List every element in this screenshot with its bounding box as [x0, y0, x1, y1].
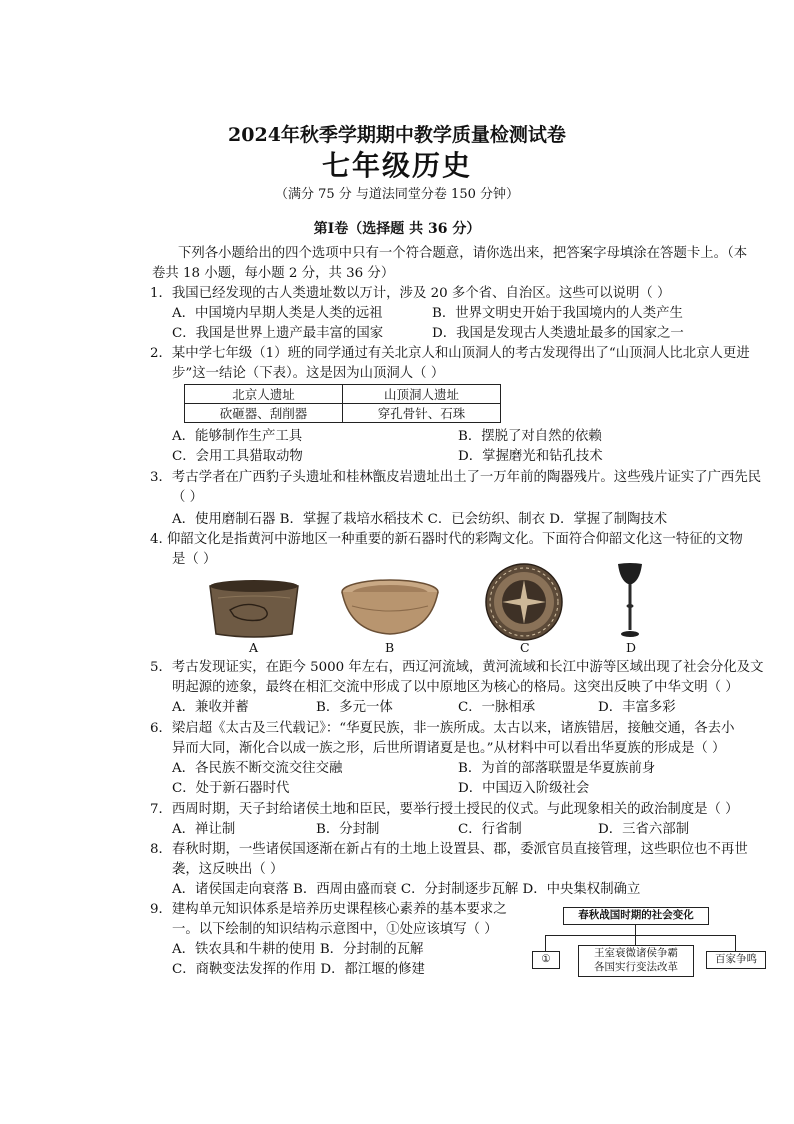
q8-stem-line-2: 袭，这反映出（ ）: [172, 862, 284, 877]
q8-options: A．诸侯国走向衰落 B．西周由盛而衰 C．分封制逐步瓦解 D．中央集权制确立: [172, 882, 641, 897]
q3-stem-line-2: （ ）: [172, 490, 204, 505]
subject-title: 七年级历史: [321, 149, 472, 182]
q6-stem-line-1: 6．梁启超《太古及三代载记》：“华夏民族，非一族所成。太古以来，诸族错居，接触交通，各去小: [150, 721, 735, 736]
q3-stem-line-1: 3．考古学者在广西豹子头遗址和桂林甑皮岩遗址出土了一万年前的陶器残片。这些残片证实了广西先民: [150, 470, 762, 485]
artifact-b-pottery-basin-image: [338, 576, 442, 638]
q7-option-a: A．禅让制: [172, 822, 236, 837]
artifact-label-b: B: [385, 640, 395, 655]
artifact-label-d: D: [626, 640, 637, 655]
table-cell: 穿孔骨针、石珠: [343, 404, 501, 423]
diagram-connector: [635, 935, 636, 945]
q6-stem-line-2: 异而大同，渐化合以成一族之形，后世所谓诸夏是也。”从材料中可以看出华夏族的形成是（ ）: [172, 741, 726, 756]
exam-title: 2024年秋季学期期中教学质量检测试卷: [228, 124, 566, 146]
q9-options-cd: C．商鞅变法发挥的作用 D．都江堰的修建: [172, 962, 425, 977]
q2-stem-line-2: 步”这一结论（下表）。这是因为山顶洞人（ ）: [172, 366, 445, 381]
q5-option-b: B．多元一体: [316, 700, 393, 715]
q7-option-d: D．三省六部制: [598, 822, 690, 837]
q5-stem-line-2: 明起源的迹象，最终在相汇交流中形成了以中原地区为核心的格局。这突出反映了中华文明（ ）: [172, 680, 739, 695]
q2-option-a: A．能够制作生产工具: [172, 429, 303, 444]
artifact-label-a: A: [249, 640, 259, 655]
table-row: [185, 385, 501, 404]
table-header-cell: 山顶洞人遗址: [343, 385, 501, 404]
q1-option-c: C．我国是世界上遗产最丰富的国家: [172, 326, 384, 341]
diagram-connector: [735, 935, 736, 951]
q5-option-d: D．丰富多彩: [598, 700, 676, 715]
instructions-line-2: 卷共 18 小题，每小题 2 分，共 36 分）: [152, 266, 395, 281]
q9-options-ab: A．铁农具和牛耕的使用 B．分封制的瓦解: [172, 942, 424, 957]
diagram-top-node: 春秋战国时期的社会变化: [563, 907, 709, 925]
q9-stem-line-1: 9．建构单元知识体系是培养历史课程核心素养的基本要求之: [150, 902, 507, 917]
q1-stem: 1．我国已经发现的古人类遗址数以万计，涉及 20 多个省、自治区。这些可以说明（ ）: [150, 286, 671, 301]
section-title: 第Ⅰ卷（选择题 共 36 分）: [313, 221, 481, 237]
q7-option-b: B．分封制: [316, 822, 380, 837]
diagram-right-node: 百家争鸣: [706, 951, 766, 969]
table-header-cell: 北京人遗址: [185, 385, 343, 404]
diagram-middle-node: [578, 945, 694, 977]
q1-option-d: D．我国是发现古人类遗址最多的国家之一: [432, 326, 684, 341]
q6-option-a: A．各民族不断交流交往交融: [172, 761, 343, 776]
q9-stem-line-2: 一。以下绘制的知识结构示意图中，①处应该填写（ ）: [172, 922, 498, 937]
q6-option-c: C．处于新石器时代: [172, 781, 290, 796]
q6-option-d: D．中国迈入阶级社会: [458, 781, 590, 796]
q3-options: A．使用磨制石器 B．掌握了栽培水稻技术 C．已会纺织、制衣 D．掌握了制陶技术: [172, 512, 668, 527]
diagram-middle-line-2: 各国实行变法改革: [594, 961, 678, 973]
q4-stem-line-2: 是（ ）: [172, 552, 217, 567]
q6-option-b: B．为首的部落联盟是华夏族前身: [458, 761, 656, 776]
q7-option-c: C．行省制: [458, 822, 522, 837]
q5-option-c: C．一脉相承: [458, 700, 536, 715]
q8-stem-line-1: 8．春秋时期，一些诸侯国逐渐在新占有的土地上设置县、郡，委派官员直接管理，这些职位也不再世: [150, 842, 748, 857]
artifact-d-tall-cup-image: [616, 562, 644, 642]
q2-option-b: B．摆脱了对自然的依赖: [458, 429, 602, 444]
q1-option-a: A．中国境内早期人类是人类的远祖: [172, 306, 383, 321]
artifact-c-painted-plate-image: [484, 562, 564, 642]
q7-stem: 7．西周时期，天子封给诸侯土地和臣民，要举行授土授民的仪式。与此现象相关的政治制度是（ ）: [150, 802, 739, 817]
q5-option-a: A．兼收并蓄: [172, 700, 249, 715]
diagram-connector: [545, 935, 735, 936]
artifact-a-clay-vessel-image: [206, 576, 302, 640]
q2-option-c: C．会用工具猎取动物: [172, 449, 303, 464]
table-cell: 砍砸器、刮削器: [185, 404, 343, 423]
q2-option-d: D．掌握磨光和钻孔技术: [458, 449, 603, 464]
q1-option-b: B．世界文明史开始于我国境内的人类产生: [432, 306, 683, 321]
diagram-blank-node-1: ①: [532, 951, 560, 969]
artifact-label-c: C: [520, 640, 530, 655]
table-row: [185, 404, 501, 423]
q2-stem-line-1: 2．某中学七年级（1）班的同学通过有关北京人和山顶洞人的考古发现得出了“山顶洞人比北京人更进: [150, 346, 750, 361]
q4-stem-line-1: 4. 仰韶文化是指黄河中游地区一种重要的新石器时代的彩陶文化。下面符合仰韶文化这一特征的文物: [150, 532, 743, 547]
q5-stem-line-1: 5．考古发现证实，在距今 5000 年左右，西辽河流域，黄河流域和长江中游等区域出现了社会分化及文: [150, 660, 764, 675]
q2-artifact-table: [184, 384, 501, 423]
score-note: （满分 75 分 与道法同堂分卷 150 分钟）: [274, 187, 520, 202]
diagram-connector: [635, 925, 636, 935]
instructions-line-1: 下列各小题给出的四个选项中只有一个符合题意，请你选出来，把答案字母填涂在答题卡上。（本: [178, 246, 748, 261]
diagram-connector: [545, 935, 546, 951]
diagram-middle-line-1: 王室衰微诸侯争霸: [594, 947, 678, 959]
